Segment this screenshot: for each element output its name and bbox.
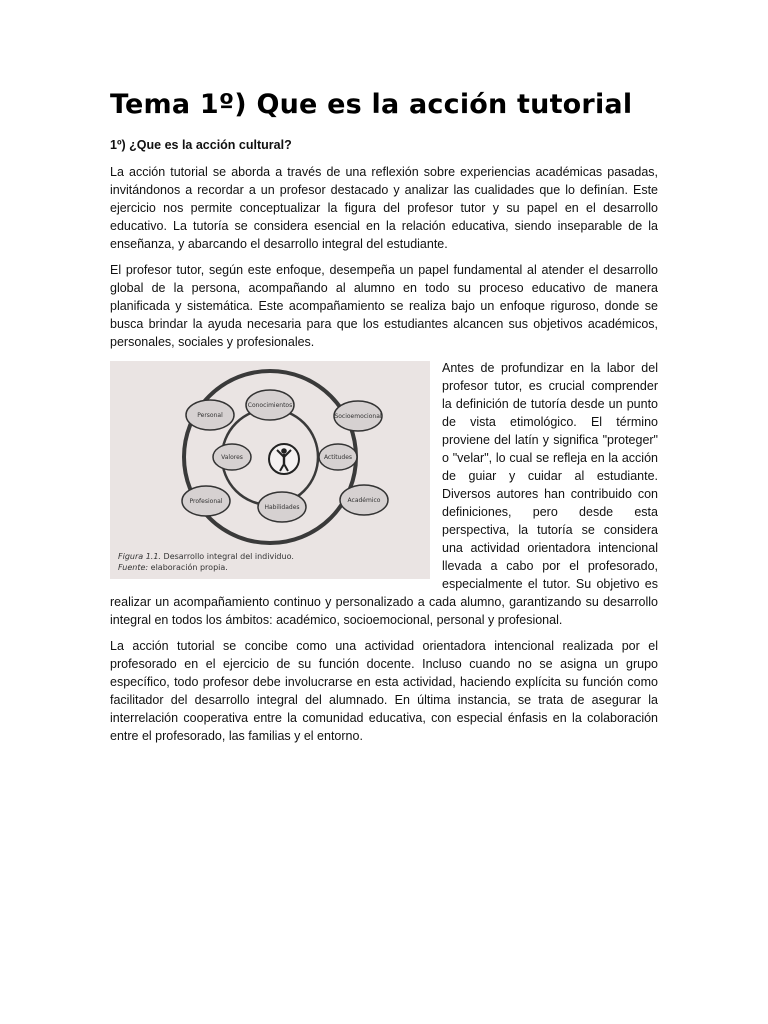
figure-desarrollo-integral — [110, 361, 430, 579]
outer-node-3-label: Habilidades — [264, 504, 300, 511]
outer-node-4 — [182, 486, 230, 516]
paragraph-3: Antes de profundizar en la labor del profesor tutor, es crucial comprender la definición de tutoría desde un punto de vista etimológico. El término proviene del latín y significa "proteger" o "velar", lo cual se refleja en la acción de guiar y cuidar al estudiante. Diversos autores han contribuido con definiciones, pero desde esta perspectiva, la tutoría se considera una actividad orientadora intencional llevada a cabo por el profesorado, especialmente el tutor. Su objetivo es realizar un acompañamiento continuo y personalizado a cada alumno, garantizando su desarrollo integral en todos los ámbitos: académico, socioemocional, personal y profesional. — [110, 361, 658, 627]
outer-node-4-label: Profesional — [189, 498, 223, 505]
caption-label: Figura 1.1. — [118, 552, 161, 561]
outer-node-3 — [258, 492, 306, 522]
caption-text: Desarrollo integral del individuo. — [163, 552, 294, 561]
inner-node-1-label: Actitudes — [323, 454, 353, 461]
source-label: Fuente: — [118, 563, 149, 572]
section-subheading: 1º) ¿Que es la acción cultural? — [110, 138, 292, 152]
page-title: Tema 1º) Que es la acción tutorial — [110, 89, 633, 120]
paragraph-4: La acción tutorial se concibe como una actividad orientadora intencional realizada por el profesorado en el ejercicio de su función docente. Incluso cuando no se asigna un grupo específico, todo profesor debe involucrarse en esta actividad, haciendo explícita su función como facilitador del desarrollo integral del alumnado. En última instancia, se trata de asegurar la interrelación cooperativa entre la comunidad educativa, con especial énfasis en la colaboración entre el profesorado, las familias y el entorno. — [110, 639, 658, 743]
inner-node-0-label: Valores — [221, 454, 243, 461]
outer-node-5-label: Personal — [197, 412, 223, 419]
person-icon — [269, 444, 299, 474]
outer-node-0-label: Conocimientos — [247, 402, 293, 409]
diagram-graphic — [110, 361, 430, 579]
source-text: elaboración propia. — [150, 563, 228, 572]
paragraph-1: La acción tutorial se aborda a través de una reflexión sobre experiencias académicas pasadas, invitándonos a recordar a un profesor destacado y analizar las cualidades que lo definían. Este ejercicio nos permite conceptualizar la figura del profesor tutor y su papel en el desarrollo educativo. La tutoría se considera esencial en la relación educativa, siendo inseparable de la enseñanza, y abarcando el desarrollo integral del estudiante. — [110, 165, 658, 251]
paragraph-2: El profesor tutor, según este enfoque, desempeña un papel fundamental al atender el desarrollo global de la persona, acompañando al alumno en todo su proceso educativo de manera planificada y sistemática. Este acompañamiento se realiza bajo un enfoque riguroso, donde se busca brindar la ayuda necesaria para que los estudiantes alcancen sus objetivos académicos, personales, sociales y profesionales. — [110, 263, 658, 349]
outer-node-5 — [186, 400, 234, 430]
outer-node-2 — [340, 485, 388, 515]
figure-wrap-paragraph — [110, 359, 658, 629]
figure-caption — [118, 551, 294, 573]
inner-node-1 — [319, 444, 357, 470]
outer-node-0 — [246, 390, 294, 420]
inner-node-0 — [213, 444, 251, 470]
document-page — [110, 0, 658, 745]
outer-node-1-label: Socioemocional — [334, 413, 382, 420]
outer-node-1 — [334, 401, 382, 431]
outer-node-2-label: Académico — [347, 497, 381, 504]
